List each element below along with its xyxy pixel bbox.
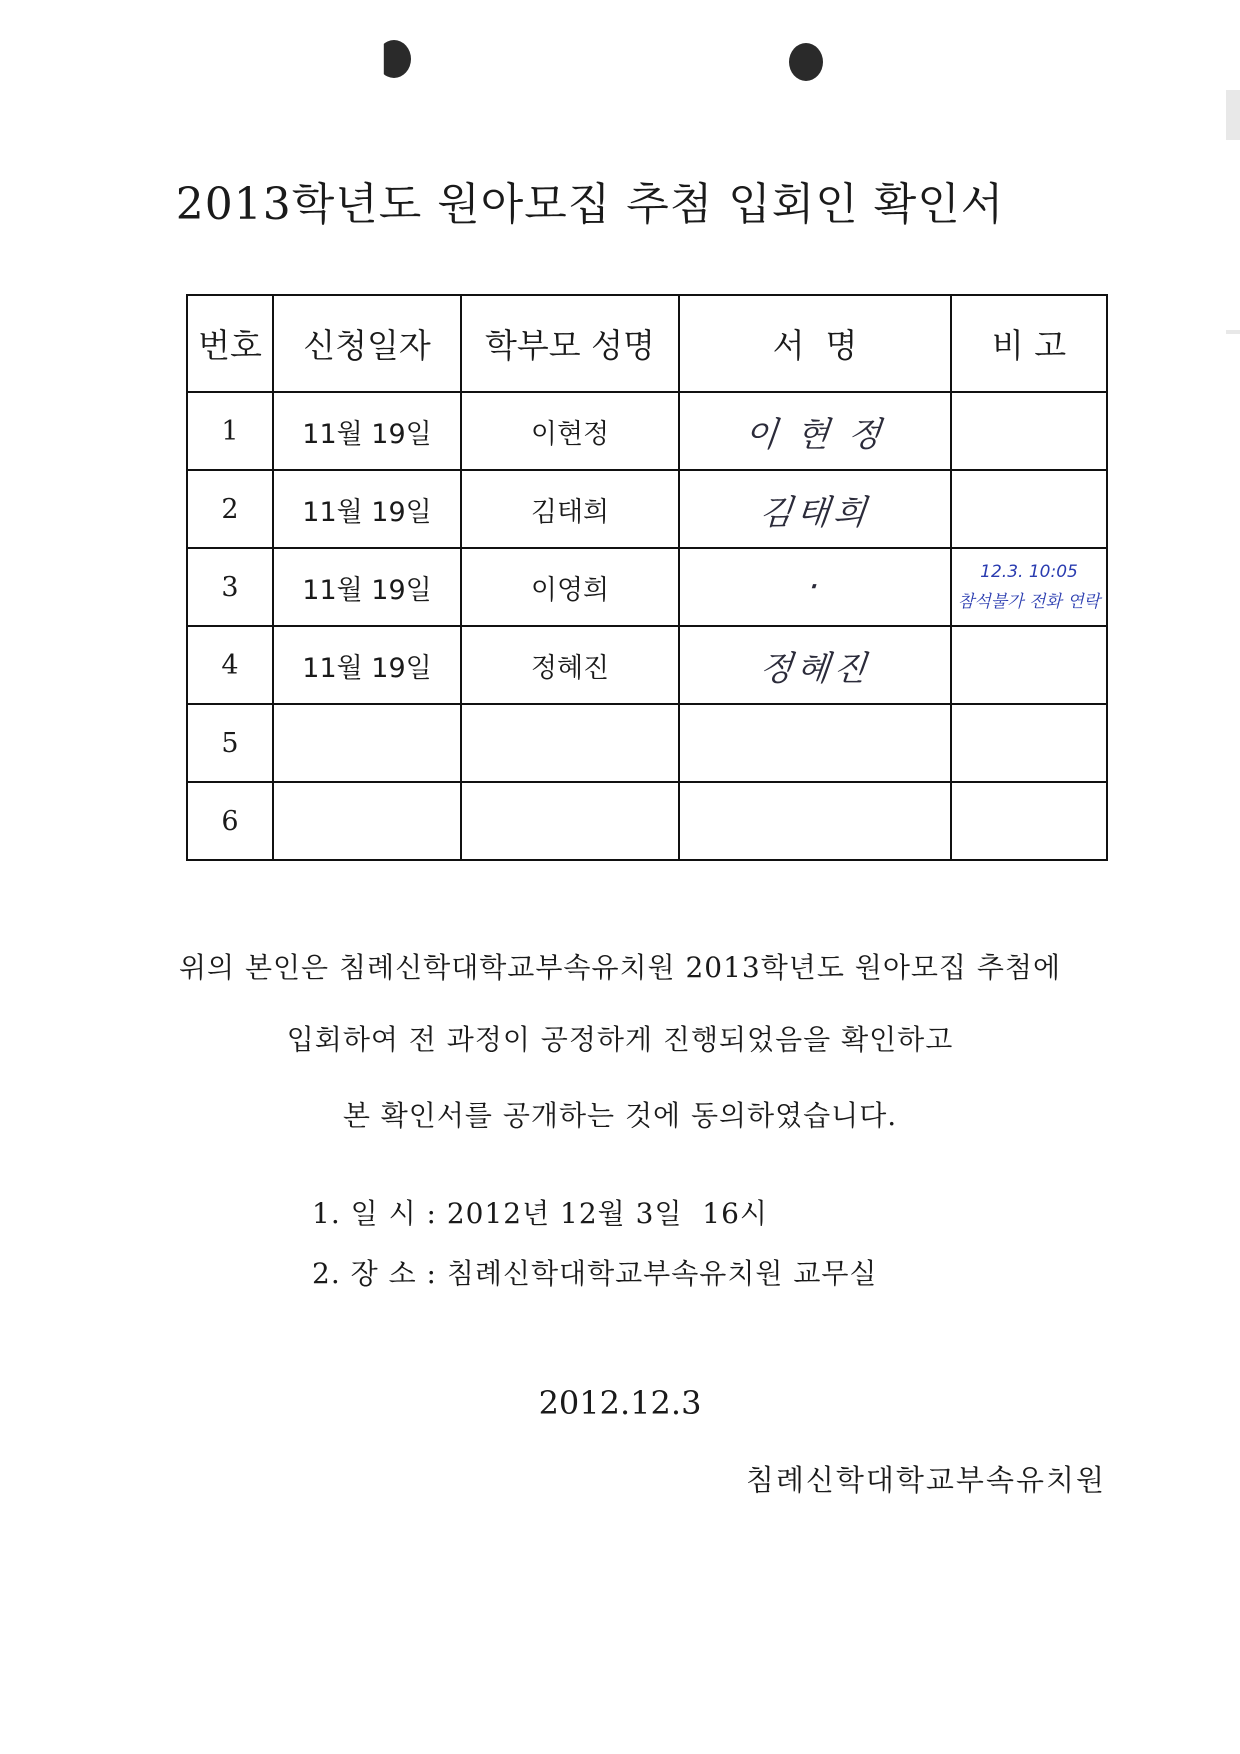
body-line-3: 본 확인서를 공개하는 것에 동의하였습니다.	[342, 1099, 898, 1132]
punch-hole-right	[789, 43, 823, 81]
document-date: 2012.12.3	[538, 1384, 702, 1422]
header-parent-name: 학부모 성명	[461, 295, 679, 392]
handwritten-signature: ·	[805, 567, 825, 607]
table-row	[187, 470, 1107, 548]
row-number: 1	[187, 392, 273, 470]
row-application-date: 11월 19일	[273, 626, 461, 704]
row-signature	[679, 548, 951, 626]
row-number: 2	[187, 470, 273, 548]
table-row	[187, 782, 1107, 860]
row-signature	[679, 704, 951, 782]
row-remarks	[951, 548, 1107, 626]
table-row	[187, 392, 1107, 470]
header-remarks: 비 고	[951, 295, 1107, 392]
row-remarks	[951, 626, 1107, 704]
row-number: 6	[187, 782, 273, 860]
row-number: 5	[187, 704, 273, 782]
detail-datetime: 1. 일 시 : 2012년 12월 3일 16시	[312, 1197, 768, 1230]
row-parent-name: 김태희	[461, 470, 679, 548]
row-application-date: 11월 19일	[273, 548, 461, 626]
detail-location: 2. 장 소 : 침례신학대학교부속유치원 교무실	[312, 1257, 878, 1290]
handwritten-signature: 김태희	[757, 492, 872, 533]
row-signature	[679, 470, 951, 548]
row-parent-name: 이현정	[461, 392, 679, 470]
handwritten-signature: 정혜진	[757, 648, 872, 689]
row-remarks	[951, 704, 1107, 782]
attendee-table	[186, 294, 1108, 861]
row-application-date	[273, 704, 461, 782]
handwritten-signature: 이 현 정	[742, 414, 887, 455]
header-signature: 서 명	[679, 295, 951, 392]
row-application-date	[273, 782, 461, 860]
header-application-date: 신청일자	[273, 295, 461, 392]
body-line-1: 위의 본인은 침례신학대학교부속유치원 2013학년도 원아모집 추첨에	[178, 951, 1062, 984]
row-remarks	[951, 470, 1107, 548]
document-title: 2013학년도 원아모집 추첨 입회인 확인서	[175, 179, 1005, 230]
row-application-date: 11월 19일	[273, 470, 461, 548]
scan-edge-mark	[1226, 90, 1240, 140]
table-header-row	[187, 295, 1107, 392]
row-parent-name: 정혜진	[461, 626, 679, 704]
row-remarks	[951, 782, 1107, 860]
body-line-2: 입회하여 전 과정이 공정하게 진행되었음을 확인하고	[286, 1023, 954, 1056]
row-parent-name	[461, 782, 679, 860]
row-number: 3	[187, 548, 273, 626]
punch-hole-left	[377, 40, 411, 78]
row-parent-name	[461, 704, 679, 782]
header-number: 번호	[187, 295, 273, 392]
row-signature	[679, 392, 951, 470]
row-signature	[679, 626, 951, 704]
organization-name: 침례신학대학교부속유치원	[745, 1463, 1106, 1497]
row-parent-name: 이영희	[461, 548, 679, 626]
row-application-date: 11월 19일	[273, 392, 461, 470]
row-signature	[679, 782, 951, 860]
scan-edge-mark	[1226, 330, 1240, 334]
table-row	[187, 626, 1107, 704]
table-row	[187, 704, 1107, 782]
row-number: 4	[187, 626, 273, 704]
handwritten-remark: 12.3. 10:05 참석불가 전화 연락	[957, 562, 1101, 612]
table-row	[187, 548, 1107, 626]
row-remarks	[951, 392, 1107, 470]
